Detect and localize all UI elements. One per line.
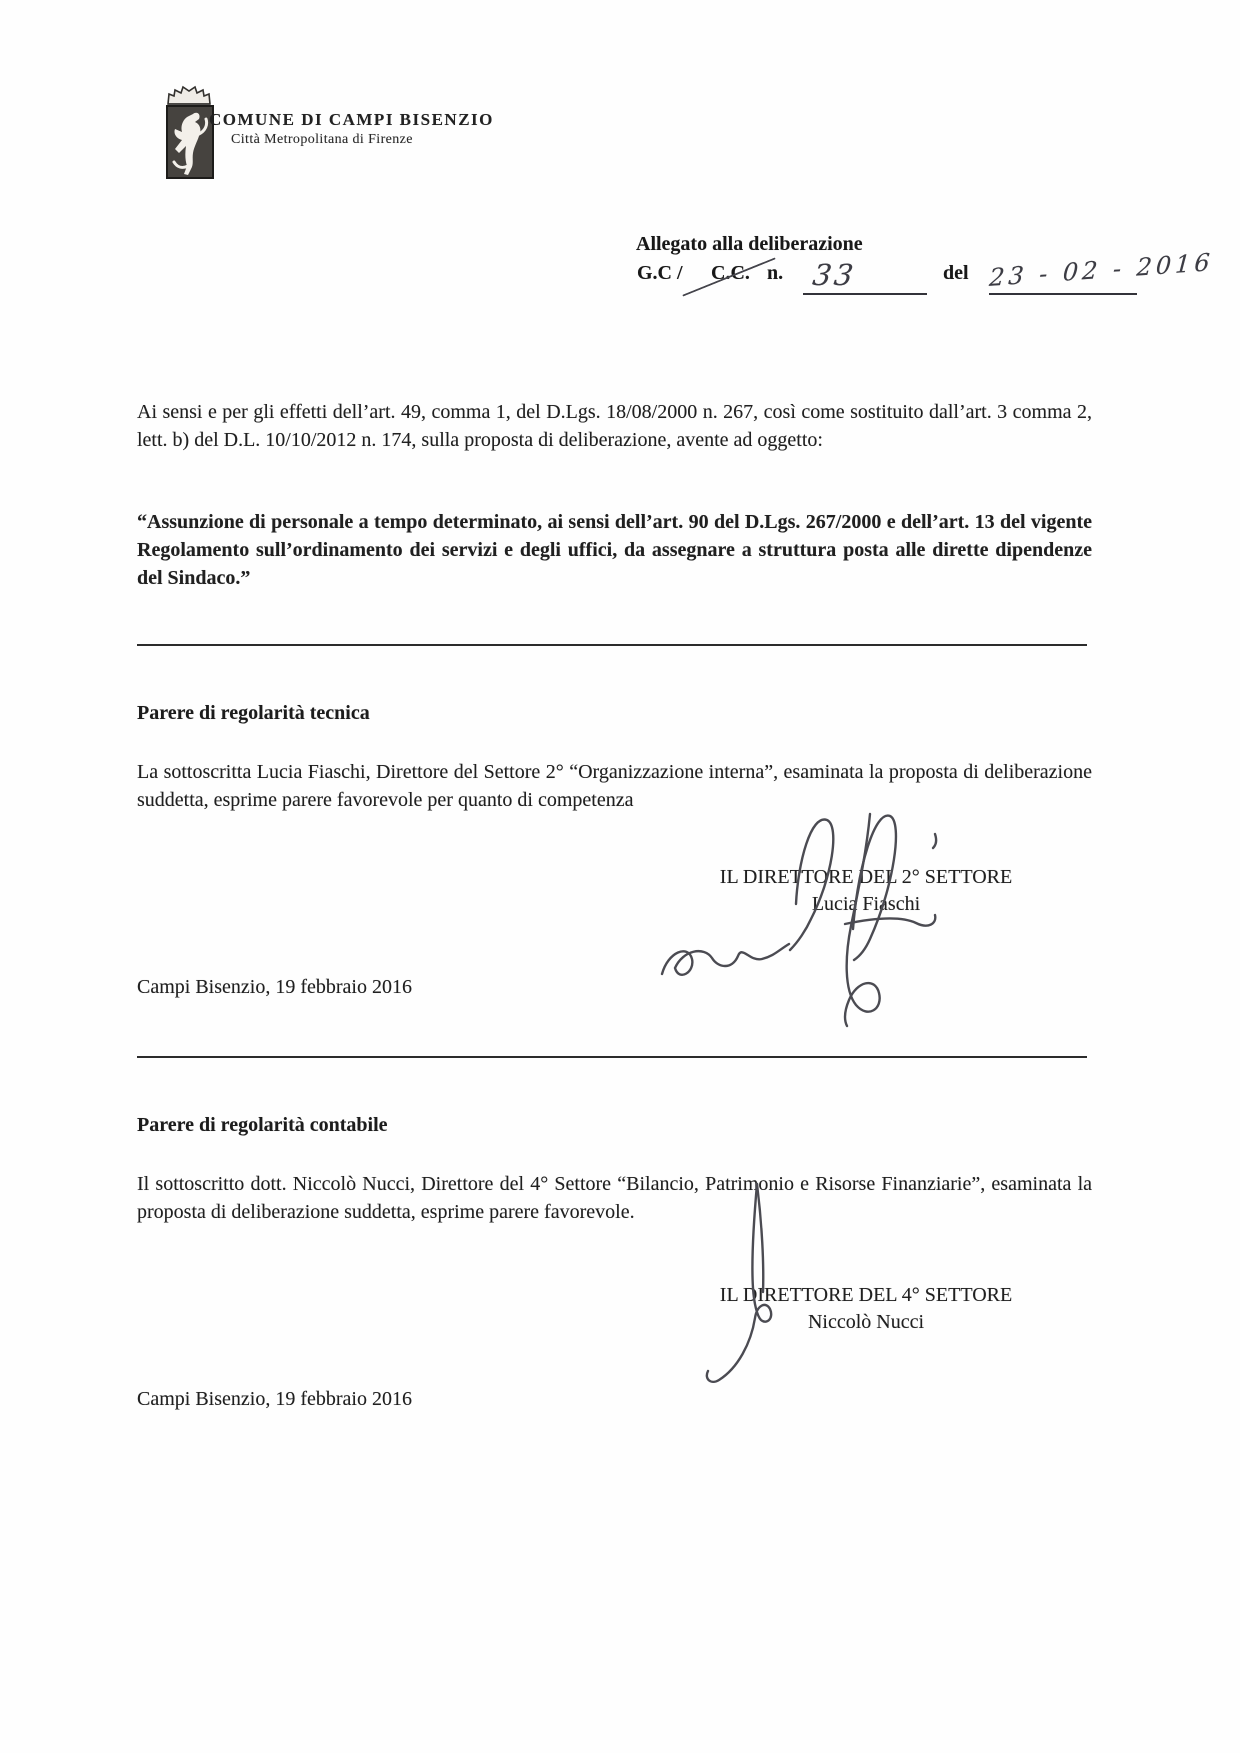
accounting-signer-title: IL DIRETTORE DEL 4° SETTORE xyxy=(719,1284,1013,1306)
ref-date-handwritten: 23 - 02 - 2016 xyxy=(988,248,1215,292)
municipality-subtitle: Città Metropolitana di Firenze xyxy=(231,132,413,147)
ref-number-handwritten: 33 xyxy=(810,258,859,292)
ref-number-label: n. xyxy=(767,262,784,284)
technical-signer-name: Lucia Fiaschi xyxy=(811,893,921,915)
technical-place-date: Campi Bisenzio, 19 febbraio 2016 xyxy=(137,976,412,998)
signature-lucia-fiaschi xyxy=(648,804,948,1049)
section-divider-middle xyxy=(137,1056,1087,1058)
technical-signer-title: IL DIRETTORE DEL 2° SETTORE xyxy=(719,866,1013,888)
accounting-opinion-body: Il sottoscritto dott. Niccolò Nucci, Direttore del 4° Settore “Bilancio, Patrimonio e Risorse Finanziarie”, esaminata la proposta di deliberazione suddetta, esprime parere favorevole. xyxy=(137,1173,1092,1223)
ref-cc-label: C.C. xyxy=(711,262,750,284)
ref-del-label: del xyxy=(943,262,969,284)
intro-paragraph: Ai sensi e per gli effetti dell’art. 49, comma 1, del D.Lgs. 18/08/2000 n. 267, così come sostituito dall’art. 3 comma 2, lett. b) del D.L. 10/10/2012 n. 174, sulla proposta di deliberazione, avente ad oggetto: xyxy=(137,401,1092,451)
attachment-reference xyxy=(637,248,1215,310)
municipal-coat-of-arms-icon xyxy=(160,82,220,182)
accounting-opinion-heading: Parere di regolarità contabile xyxy=(137,1114,388,1136)
attachment-title: Allegato alla deliberazione xyxy=(636,233,863,255)
signature-niccolo-nucci xyxy=(688,1176,908,1396)
ref-date-line xyxy=(989,293,1137,295)
technical-opinion-body: La sottoscritta Lucia Fiaschi, Direttore del Settore 2° “Organizzazione interna”, esaminata la proposta di deliberazione suddetta, esprime parere favorevole per quanto di competenza xyxy=(137,761,1092,811)
section-divider-top xyxy=(137,644,1087,646)
accounting-signer-name: Niccolò Nucci xyxy=(807,1311,925,1333)
municipality-name: COMUNE DI CAMPI BISENZIO xyxy=(209,110,494,129)
accounting-place-date: Campi Bisenzio, 19 febbraio 2016 xyxy=(137,1388,412,1410)
technical-opinion-heading: Parere di regolarità tecnica xyxy=(137,702,370,724)
ref-gc-label: G.C / xyxy=(637,262,683,284)
ref-number-line xyxy=(803,293,927,295)
subject-paragraph: “Assunzione di personale a tempo determinato, ai sensi dell’art. 90 del D.Lgs. 267/2000 e dell’art. 13 del vigente Regolamento sull’ordinamento dei servizi e degli uffici, da assegnare a struttura posta alle dirette dipendenze del Sindaco.” xyxy=(137,511,1092,589)
